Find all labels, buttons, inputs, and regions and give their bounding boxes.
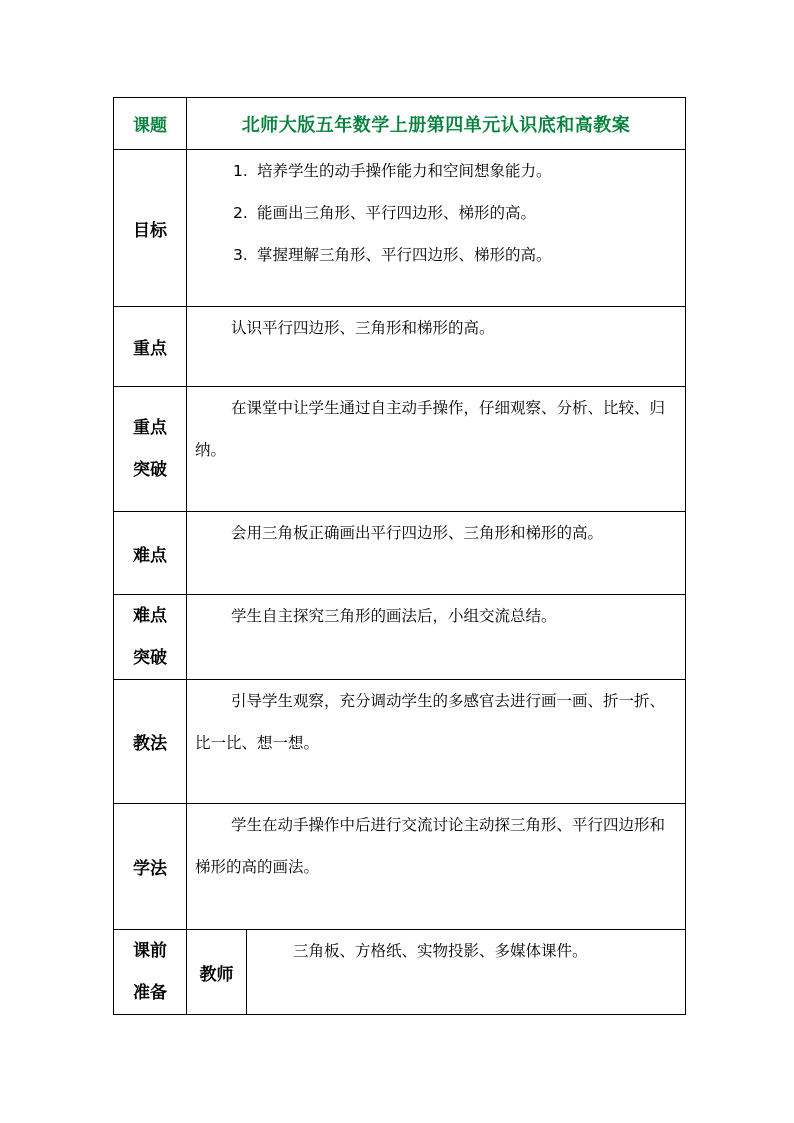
key-breakthrough-content [187, 387, 686, 512]
row-difficulty [114, 512, 686, 595]
key-point-text: 认识平行四边形、三角形和梯形的高。 [231, 319, 495, 337]
difficulty-breakthrough-text: 学生自主探究三角形的画法后，小组交流总结。 [231, 607, 557, 625]
teaching-method-text: 引导学生观察，充分调动学生的多感官去进行画一画、折一折、比一比、想一想。 [195, 692, 666, 752]
goals-content [187, 150, 686, 307]
row-preparation [114, 930, 686, 1015]
goal-item-2: 2. 能画出三角形、平行四边形、梯形的高。 [233, 204, 537, 222]
teacher-prep-text: 三角板、方格纸、实物投影、多媒体课件。 [293, 942, 588, 960]
learning-method-text: 学生在动手操作中后进行交流讨论主动探三角形、平行四边形和梯形的高的画法。 [195, 816, 666, 876]
teacher-label: 教师 [187, 930, 247, 1015]
lesson-title: 北师大版五年数学上册第四单元认识底和高教案 [187, 98, 686, 150]
difficulty-text: 会用三角板正确画出平行四边形、三角形和梯形的高。 [231, 524, 604, 542]
row-learning-method [114, 804, 686, 930]
teaching-method-content [187, 680, 686, 804]
row-difficulty-breakthrough [114, 595, 686, 680]
lesson-plan-table [113, 97, 686, 1015]
row-key-point [114, 307, 686, 387]
difficulty-content [187, 512, 686, 595]
learning-method-content [187, 804, 686, 930]
key-point-content [187, 307, 686, 387]
goal-item-1: 1. 培养学生的动手操作能力和空间想象能力。 [233, 162, 552, 180]
row-goals [114, 150, 686, 307]
key-point-label: 重点 [114, 307, 187, 387]
difficulty-breakthrough-content [187, 595, 686, 680]
key-breakthrough-text: 在课堂中让学生通过自主动手操作，仔细观察、分析、比较、归纳。 [195, 399, 666, 459]
teaching-method-label: 教法 [114, 680, 187, 804]
difficulty-breakthrough-label: 难点 突破 [114, 595, 187, 680]
row-key-breakthrough [114, 387, 686, 512]
goal-item-3: 3. 掌握理解三角形、平行四边形、梯形的高。 [233, 246, 552, 264]
key-breakthrough-label: 重点 突破 [114, 387, 187, 512]
difficulty-label: 难点 [114, 512, 187, 595]
goals-label: 目标 [114, 150, 187, 307]
teacher-prep-content [247, 930, 686, 1015]
preparation-label: 课前 准备 [114, 930, 187, 1015]
row-teaching-method [114, 680, 686, 804]
title-label: 课题 [114, 98, 187, 150]
row-title [114, 98, 686, 150]
learning-method-label: 学法 [114, 804, 187, 930]
